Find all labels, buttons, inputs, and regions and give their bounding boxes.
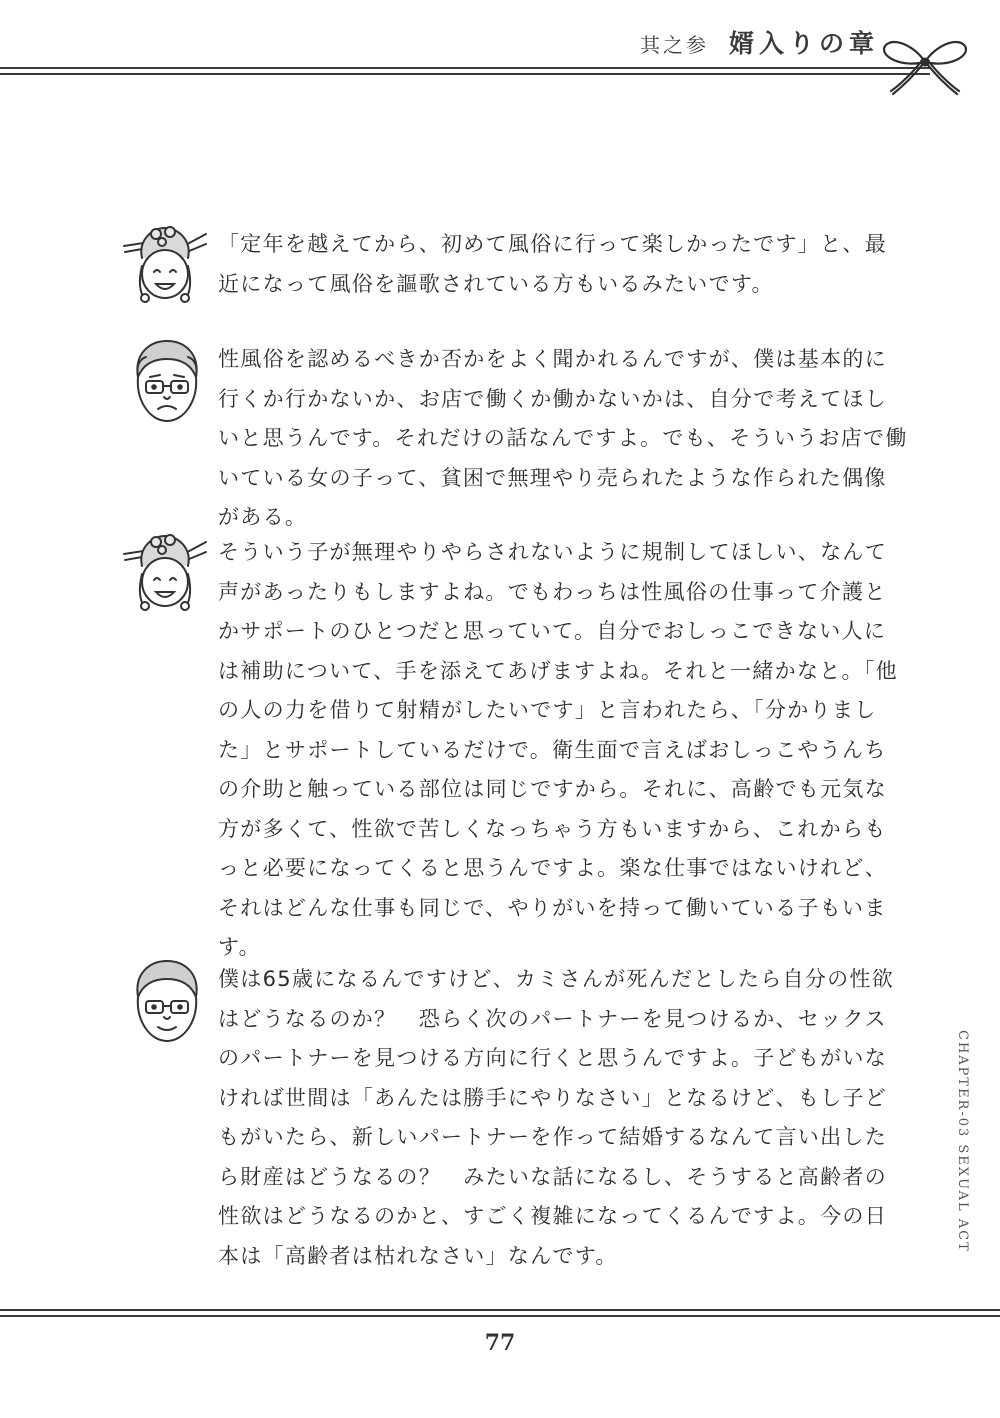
chapter-title: 婿入りの章 xyxy=(729,29,880,58)
paragraph-4: 僕は65歳になるんですけど、カミさんが死んだとしたら自分の性欲はどうなるのか？ 恐らく次のパートナーを見つけるか、セックスのパートナーを見つける方向に行くと思うんですよ。子どもがいなければ世間は「あんたは勝手にやりなさい」となるけど、もし子どもがいたら、新しいパートナーを作って結婚するなんて言い出したら財産はどうなるの？ みたいな話になるし、そうすると高齢者の性欲はどうなるのかと、すごく複雑になってくるんですよ。今の日本は「高齢者は枯れなさい」なんです。 xyxy=(218,967,895,1268)
paragraph-2: 性風俗を認めるべきか否かをよく聞かれるんですが、僕は基本的に行くか行かないか、お店で働くか働かないかは、自分で考えてほしいと思うんです。それだけの話なんですよ。でも、そういうお店で働いている女の子って、貧困で無理やり売られたような作られた偶像がある。 xyxy=(218,347,908,529)
section-label: 其之参 xyxy=(640,33,709,57)
geisha-avatar-icon xyxy=(120,530,210,616)
header-title xyxy=(640,24,879,60)
ribbon-bow-icon xyxy=(875,28,975,100)
footer-rule xyxy=(0,1309,1000,1311)
paragraph-1: 「定年を越えてから、初めて風俗に行って楽しかったです」と、最近になって風俗を謳歌されている方もいるみたいです。 xyxy=(218,232,887,296)
footer-rule xyxy=(0,1315,1000,1317)
chapter-vertical-label: CHAPTER-03 SEXUAL ACT xyxy=(955,1030,970,1253)
geisha-avatar-icon xyxy=(120,222,210,308)
header-rule xyxy=(0,67,930,69)
paragraph-3: そういう子が無理やりやらされないように規制してほしい、なんて声があったりもしますよね。でもわっちは性風俗の仕事って介護とかサポートのひとつだと思っていて。自分でおしっこできない人には補助について、手を添えてあげますよね。それと一緒かなと。「他の人の力を借りて射精がしたいです」と言われたら、「分かりました」とサポートしているだけで。衛生面で言えばおしっこやうんちの介助と触っている部位は同じですから。それに、高齢でも元気な方が多くて、性欲で苦しくなっちゃう方もいますから、これからもっと必要になってくると思うんですよ。楽な仕事ではないけれど、それはどんな仕事も同じで、やりがいを持って働いている子もいます。 xyxy=(218,540,898,959)
page-number: 77 xyxy=(484,1330,516,1356)
man-with-glasses-avatar-icon xyxy=(124,337,210,425)
header-rule xyxy=(0,73,930,75)
man-with-glasses-avatar-icon xyxy=(124,957,210,1045)
